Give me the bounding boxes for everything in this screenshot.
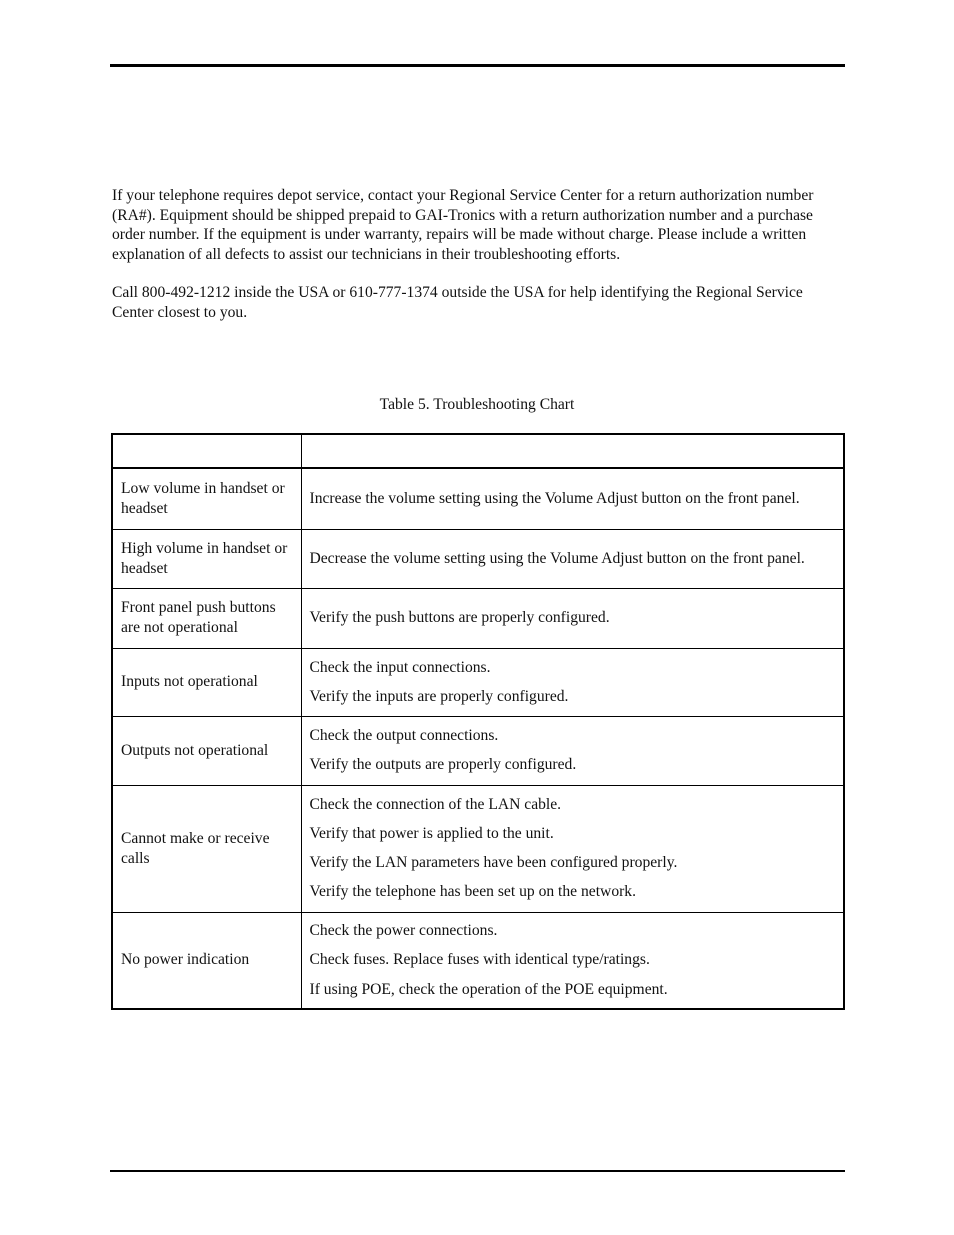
- solution-line: Check the output connections.: [309, 727, 499, 745]
- table-header-row: [112, 434, 844, 468]
- contact-paragraph: Call 800-492-1212 inside the USA or 610-777-1374 outside the USA for help identifying the Regional Service Center closest to you.: [112, 284, 803, 321]
- table-row: [112, 588, 844, 648]
- solution-line: Decrease the volume setting using the Volume Adjust button on the front panel.: [309, 549, 805, 567]
- solution-line: Check fuses. Replace fuses with identical type/ratings.: [309, 951, 650, 969]
- problem-cell: Outputs not operational: [112, 716, 301, 785]
- depot-service-paragraph: If your telephone requires depot service, contact your Regional Service Center for a return authorization number (RA#). Equipment should be shipped prepaid to GAI-Tronics with a return authorization number and a purchase order number. If the equipment is under warranty, repairs will be made without charge. Please include a written explanation of all defects to assist our technicians in their troubleshooting efforts.: [112, 187, 814, 263]
- table-caption: Table 5. Troubleshooting Chart: [379, 396, 575, 413]
- solution-cell: [301, 785, 844, 912]
- problem-cell: High volume in handset or headset: [112, 529, 301, 588]
- solution-line: Increase the volume setting using the Volume Adjust button on the front panel.: [309, 489, 800, 507]
- footer-rule: [110, 1170, 845, 1172]
- solution-line: Check the power connections.: [309, 922, 498, 940]
- solution-line: Check the input connections.: [309, 658, 491, 676]
- table-row: [112, 468, 844, 529]
- solution-cell: [301, 648, 844, 716]
- table-row: [112, 529, 844, 588]
- solution-line: Check the connection of the LAN cable.: [309, 796, 562, 814]
- header-cell-solution: [301, 434, 844, 468]
- problem-cell: Front panel push buttons are not operational: [112, 588, 301, 648]
- solution-cell: [301, 912, 844, 1009]
- problem-cell: Low volume in handset or headset: [112, 468, 301, 529]
- table-row: [112, 912, 844, 1009]
- solution-line: If using POE, check the operation of the POE equipment.: [309, 980, 668, 998]
- solution-cell: [301, 529, 844, 588]
- solution-cell: [301, 588, 844, 648]
- solution-line: Verify the LAN parameters have been configured properly.: [309, 854, 678, 872]
- table-row: [112, 716, 844, 785]
- solution-line: Verify that power is applied to the unit.: [309, 825, 554, 843]
- solution-line: Verify the inputs are properly configured.: [309, 687, 569, 705]
- solution-cell: [301, 468, 844, 529]
- table-row: [112, 648, 844, 716]
- solution-line: Verify the outputs are properly configured.: [309, 756, 577, 774]
- table-row: [112, 785, 844, 912]
- solution-cell: [301, 716, 844, 785]
- problem-cell: Cannot make or receive calls: [112, 785, 301, 912]
- header-cell-problem: [112, 434, 301, 468]
- solution-line: Verify the push buttons are properly configured.: [309, 609, 610, 627]
- header-rule: [110, 64, 845, 67]
- troubleshooting-table: [111, 433, 845, 1010]
- problem-cell: Inputs not operational: [112, 648, 301, 716]
- problem-cell: No power indication: [112, 912, 301, 1009]
- solution-line: Verify the telephone has been set up on the network.: [309, 883, 637, 901]
